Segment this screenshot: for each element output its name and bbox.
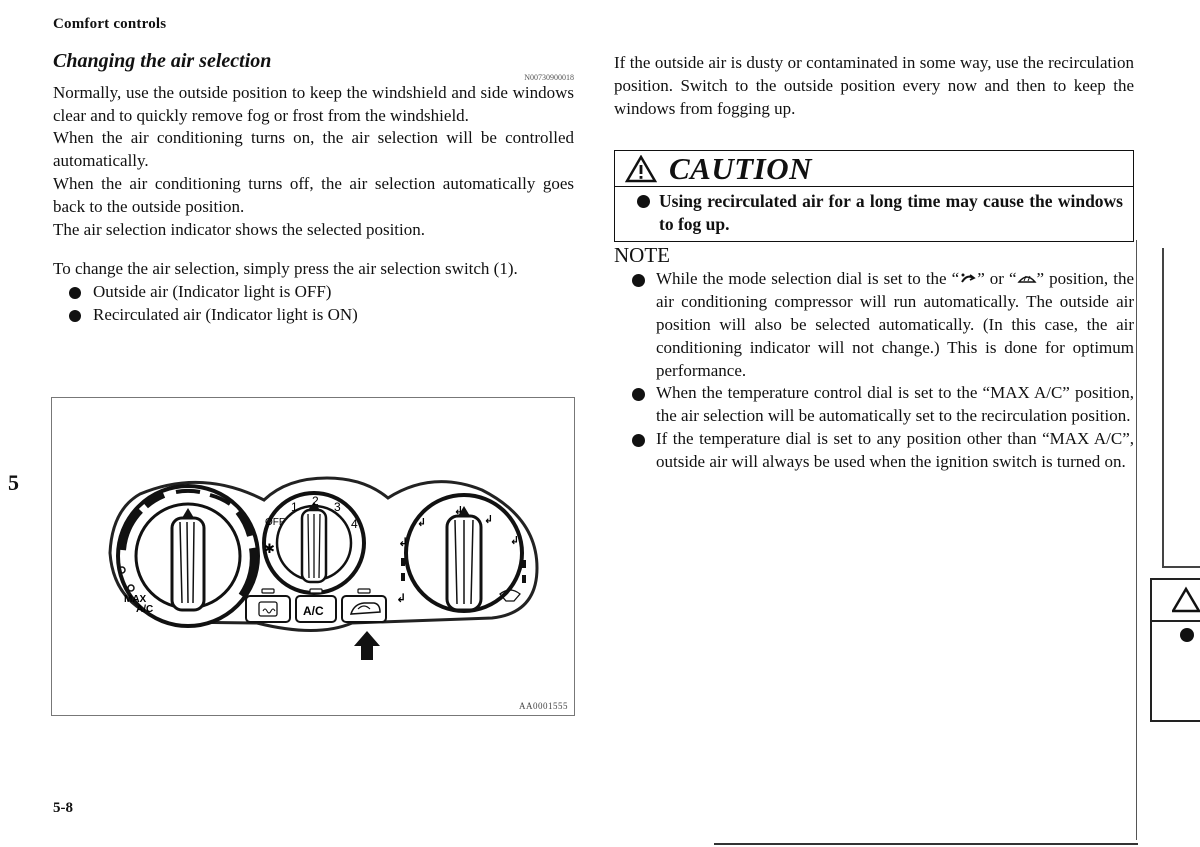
mode-bilevel-icon: ↲ <box>454 504 464 517</box>
fan-speed-label: 2 <box>312 494 319 508</box>
defroster-icon <box>1017 272 1037 286</box>
scan-edge-line <box>1136 240 1137 840</box>
mode-floor-defrost-icon <box>959 270 977 286</box>
adjacent-page-border <box>1162 566 1200 568</box>
intro-paragraph: If the outside air is dusty or contaminated in some way, use the recirculation position. Switch to the outside position every now and then to keep the windows from fogging up. <box>614 53 1134 118</box>
ac-button-label: A/C <box>303 604 324 618</box>
max-ac-label: MAX <box>124 594 147 605</box>
warning-triangle-icon <box>625 155 657 183</box>
left-column <box>53 50 574 327</box>
adjacent-page-border <box>1162 248 1164 568</box>
paragraph: When the air conditioning turns on, the air selection will be controlled automatically. <box>53 128 574 171</box>
mode-floor-icon: ↲ <box>484 513 494 526</box>
note-item: If the temperature dial is set to any position other than “MAX A/C”, outside air will always be used when the ignition switch is turned on. <box>614 428 1134 474</box>
note-heading: NOTE <box>614 243 670 268</box>
note-item: When the temperature control dial is set to the “MAX A/C” position, the air selection will be automatically set to the recirculation position. <box>614 382 1134 428</box>
list-item: Recirculated air (Indicator light is ON) <box>53 304 574 327</box>
adjacent-page-border <box>1150 620 1200 622</box>
air-mode-list <box>53 281 574 327</box>
figure-code: AA0001555 <box>519 701 568 711</box>
chapter-number: 5 <box>8 470 19 495</box>
caution-box <box>614 150 1134 242</box>
fan-speed-label: 4 <box>351 517 358 531</box>
running-header: Comfort controls <box>53 16 167 32</box>
control-panel-figure <box>51 397 575 716</box>
rear-defogger-button[interactable] <box>246 589 290 622</box>
reference-code: N00730900018 <box>524 72 574 82</box>
mode-selection-dial <box>396 495 526 611</box>
fan-speed-label: 3 <box>334 500 341 514</box>
section-title: Changing the air selection <box>53 50 272 72</box>
paragraph: When the air conditioning turns off, the air selection automatically goes back to the outside position. <box>53 173 574 216</box>
fan-off-label: OFF <box>265 517 285 528</box>
mode-face-icon: ↲ <box>417 516 427 529</box>
change-instruction: To change the air selection, simply press the air selection switch (1). <box>53 259 518 279</box>
scan-edge-line <box>714 843 1138 845</box>
mode-floor-defrost-icon: ↲ <box>510 534 520 547</box>
max-ac-label-2: A/C <box>136 604 154 615</box>
note-item: While the mode selection dial is set to the “ ” or “ ” position, the air conditioning compressor will run automatically. The outside air position will also be selected automatically. (In this case, the air conditioning indicator will not change.) This is done for optimum performance. <box>614 268 1134 382</box>
caution-title: CAUTION <box>669 150 813 186</box>
air-selection-switch[interactable] <box>342 589 386 622</box>
fan-speed-dial <box>264 493 364 593</box>
mode-face-icon: ↲ <box>396 591 407 605</box>
right-column <box>614 52 1134 474</box>
control-panel-illustration <box>52 398 574 715</box>
paragraph: Normally, use the outside position to keep the windshield and side windows clear and to quickly remove fog or frost from the windshield. <box>53 82 574 125</box>
fan-speed-label: 1 <box>291 500 298 514</box>
note-list <box>614 268 1134 473</box>
mode-face-icon: ↲ <box>398 535 409 549</box>
caution-header <box>615 151 1133 187</box>
arrow-up-icon <box>354 631 380 660</box>
caution-text: Using recirculated air for a long time may cause the windows to fog up. <box>615 187 1133 241</box>
fan-icon: ✱ <box>264 542 275 557</box>
page-number: 5-8 <box>53 800 73 816</box>
adjacent-bullet <box>1180 628 1194 642</box>
list-item: Outside air (Indicator light is OFF) <box>53 281 574 304</box>
paragraph: The air selection indicator shows the selected position. <box>53 219 426 239</box>
warning-triangle-icon <box>1172 586 1200 614</box>
